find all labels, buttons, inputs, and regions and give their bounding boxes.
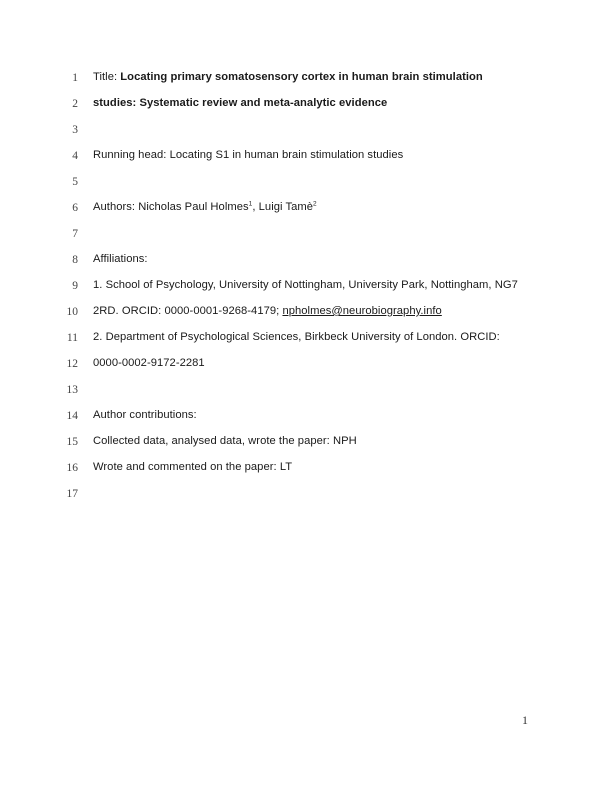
authors-line	[93, 201, 317, 213]
line-number: 11	[66, 332, 78, 344]
orcid-2: 0000-0002-9172-2281	[93, 357, 205, 369]
author-2: , Luigi Tamè	[252, 201, 314, 213]
line-number: 14	[66, 410, 78, 422]
line-number: 6	[72, 202, 78, 214]
manuscript-line-11	[0, 326, 612, 352]
manuscript-line-13	[0, 378, 612, 404]
paper-title-part-2: studies: Systematic review and meta-analytic evidence	[93, 97, 388, 109]
affiliation-1-continued	[93, 305, 442, 317]
manuscript-line-12	[0, 352, 612, 378]
running-head: Running head: Locating S1 in human brain stimulation studies	[93, 149, 404, 161]
manuscript-line-3	[0, 118, 612, 144]
contribution-2: Wrote and commented on the paper: LT	[93, 461, 293, 473]
title-label: Title:	[93, 71, 121, 83]
line-number: 3	[72, 124, 78, 136]
contribution-1: Collected data, analysed data, wrote the paper: NPH	[93, 435, 357, 447]
line-number: 9	[72, 280, 78, 292]
manuscript-line-17	[0, 482, 612, 508]
line-number: 17	[66, 488, 78, 500]
manuscript-line-14	[0, 404, 612, 430]
orcid-1: 2RD. ORCID: 0000-0001-9268-4179;	[93, 305, 283, 317]
affiliation-2: 2. Department of Psychological Sciences, Birkbeck University of London. ORCID:	[93, 331, 500, 343]
author-1: Authors: Nicholas Paul Holmes	[93, 201, 249, 213]
page-number: 1	[522, 713, 528, 727]
manuscript-line-6	[0, 196, 612, 222]
affiliation-1: 1. School of Psychology, University of Nottingham, University Park, Nottingham, NG7	[93, 279, 518, 291]
line-number: 5	[72, 176, 78, 188]
manuscript-line-1	[0, 66, 612, 92]
affiliations-heading: Affiliations:	[93, 253, 148, 265]
email-link[interactable]: npholmes@neurobiography.info	[282, 305, 442, 317]
manuscript-line-4	[0, 144, 612, 170]
manuscript-line-2	[0, 92, 612, 118]
line-number: 12	[66, 358, 78, 370]
manuscript-line-10	[0, 300, 612, 326]
manuscript-line-8	[0, 248, 612, 274]
line-number: 10	[66, 306, 78, 318]
paper-title-part-1: Locating primary somatosensory cortex in human brain stimulation	[120, 71, 483, 83]
manuscript-line-7	[0, 222, 612, 248]
contributions-heading: Author contributions:	[93, 409, 197, 421]
manuscript-line-15	[0, 430, 612, 456]
line-number: 16	[66, 462, 78, 474]
line-number: 1	[72, 72, 78, 84]
line-number: 8	[72, 254, 78, 266]
affiliation-marker-2: 2	[313, 200, 317, 208]
line-number: 2	[72, 98, 78, 110]
line-number: 15	[66, 436, 78, 448]
manuscript-line-16	[0, 456, 612, 482]
title-line	[93, 71, 483, 83]
manuscript-line-9	[0, 274, 612, 300]
line-number: 13	[66, 384, 78, 396]
affiliation-marker-1: 1	[248, 200, 253, 208]
line-number: 7	[72, 228, 78, 240]
line-number: 4	[72, 150, 78, 162]
title-line-continued	[93, 97, 387, 109]
manuscript-line-5	[0, 170, 612, 196]
